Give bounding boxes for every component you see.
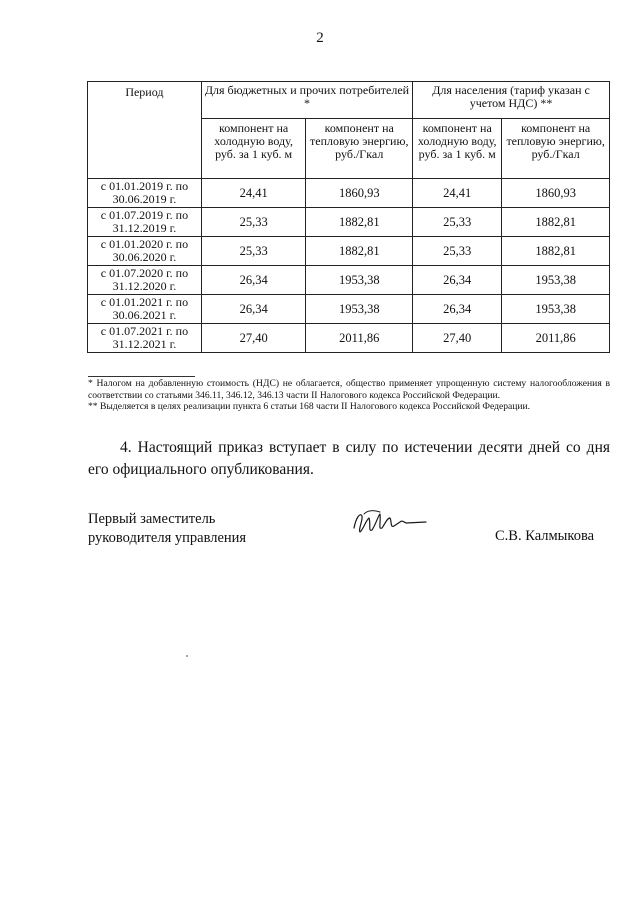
period-cell: с 01.07.2020 г. по 31.12.2020 г. (88, 266, 202, 295)
budget-cold-cell: 24,41 (201, 179, 306, 208)
population-heat-cell: 1953,38 (502, 295, 610, 324)
population-cold-cell: 27,40 (413, 324, 502, 353)
table-row (88, 237, 610, 266)
population-cold-cell: 25,33 (413, 237, 502, 266)
budget-consumers-header: Для бюджетных и прочих потребителей * (201, 82, 412, 119)
signature-stroke (354, 514, 426, 532)
table-row (88, 324, 610, 353)
signer-name: С.В. Калмыкова (495, 528, 595, 544)
period-cell: с 01.07.2019 г. по 31.12.2019 г. (88, 208, 202, 237)
population-header: Для населения (тариф указан с учетом НДС) ** (413, 82, 610, 119)
table-row (88, 208, 610, 237)
table-row (88, 266, 610, 295)
tariff-table (87, 81, 610, 353)
signature-flourish (364, 511, 380, 514)
scan-speck (186, 655, 188, 657)
population-heat-header: компонент на тепловую энергию, руб./Гкал (502, 119, 610, 179)
footnote-divider (88, 376, 195, 377)
footnotes (88, 378, 610, 413)
period-cell: с 01.07.2021 г. по 31.12.2021 г. (88, 324, 202, 353)
signer-title-line-1: Первый заместитель (88, 511, 216, 527)
budget-cold-water-header: компонент на холодную воду, руб. за 1 куб. м (201, 119, 306, 179)
population-heat-cell: 1860,93 (502, 179, 610, 208)
budget-heat-cell: 1882,81 (306, 208, 413, 237)
clause-4-effective-date: 4. Настоящий приказ вступает в силу по истечении десяти дней со дня его официального опубликования. (88, 439, 610, 478)
signer-title (88, 510, 318, 548)
table-row (88, 179, 610, 208)
population-cold-cell: 25,33 (413, 208, 502, 237)
budget-cold-cell: 25,33 (201, 237, 306, 266)
population-cold-cell: 26,34 (413, 295, 502, 324)
population-heat-cell: 1882,81 (502, 237, 610, 266)
budget-heat-cell: 1882,81 (306, 237, 413, 266)
budget-heat-cell: 1953,38 (306, 295, 413, 324)
budget-cold-cell: 26,34 (201, 266, 306, 295)
period-column-header: Период (88, 82, 202, 179)
footnote-vat-exempt: * Налогом на добавленную стоимость (НДС) не облагается, общество применяет упрощенную систему налогообложения в соответствии со статьями 346.11, 346.12, 346.13 части II Налогового кодекса Российской Федерации. (88, 378, 610, 401)
population-heat-cell: 1953,38 (502, 266, 610, 295)
budget-cold-cell: 27,40 (201, 324, 306, 353)
period-cell: с 01.01.2021 г. по 30.06.2021 г. (88, 295, 202, 324)
period-cell: с 01.01.2019 г. по 30.06.2019 г. (88, 179, 202, 208)
budget-heat-cell: 1860,93 (306, 179, 413, 208)
budget-heat-cell: 2011,86 (306, 324, 413, 353)
budget-cold-cell: 25,33 (201, 208, 306, 237)
population-cold-water-header: компонент на холодную воду, руб. за 1 куб. м (413, 119, 502, 179)
page-number: 2 (316, 30, 324, 46)
population-heat-cell: 2011,86 (502, 324, 610, 353)
table-row (88, 295, 610, 324)
population-heat-cell: 1882,81 (502, 208, 610, 237)
population-cold-cell: 26,34 (413, 266, 502, 295)
budget-heat-header: компонент на тепловую энергию, руб./Гкал (306, 119, 413, 179)
signer-title-line-2: руководителя управления (88, 530, 247, 546)
handwritten-signature (350, 506, 430, 538)
population-cold-cell: 24,41 (413, 179, 502, 208)
period-cell: с 01.01.2020 г. по 30.06.2020 г. (88, 237, 202, 266)
budget-cold-cell: 26,34 (201, 295, 306, 324)
budget-heat-cell: 1953,38 (306, 266, 413, 295)
footnote-vat-allocated: ** Выделяется в целях реализации пункта 6 статьи 168 части II Налогового кодекса Российской Федерации. (88, 401, 531, 413)
